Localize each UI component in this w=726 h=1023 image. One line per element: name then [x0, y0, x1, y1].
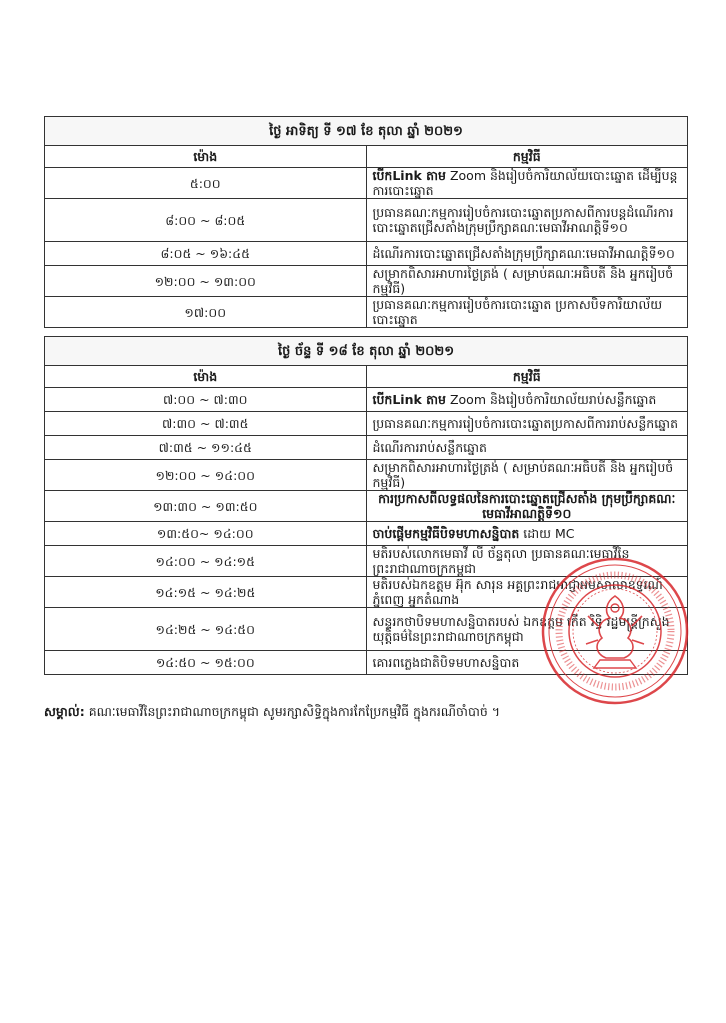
- day1-title: ថ្ងៃ អាទិត្យ ទី ១៧ ខែ តុលា ឆ្នាំ ២០២១: [45, 117, 688, 146]
- row-time: ១៤:១៥ ~ ១៤:២៥: [45, 577, 367, 608]
- row-program: សម្រាកពិសារអាហារថ្ងៃត្រង់ ( សម្រាប់គណៈអធិបតី និង អ្នករៀបចំកម្មវិធី): [366, 266, 688, 297]
- row-time: ៧:៣០ ~ ៧:៣៥: [45, 412, 367, 436]
- row-time: ១២:០០ ~ ១៤:០០: [45, 460, 367, 491]
- row-program-bold: បើកLink តាម: [372, 168, 446, 183]
- row-program: គោរពភ្លេងជាតិបិទមហាសន្និបាត: [366, 651, 688, 675]
- table-row: [45, 388, 688, 412]
- footnote-text: គណៈមេធាវីនៃព្រះរាជាណាចក្រកម្ពុជា សូមរក្សាសិទ្ធិក្នុងការកែប្រែកម្មវិធី ក្នុងករណីចាំបាច់ ។: [84, 704, 500, 719]
- row-time: ៨:០០ ~ ៨:០៥: [45, 199, 367, 242]
- row-program: ប្រធានគណៈកម្មការរៀបចំការបោះឆ្នោតប្រកាសពីការបន្តដំណើរការបោះឆ្នោតជ្រើសតាំងក្រុមប្រឹក្សាគណៈមេធាវីអាណត្តិទី១០: [366, 199, 688, 242]
- row-program-text: Zoom និងរៀបចំការិយាល័យរាប់សន្លឹកឆ្នោត: [446, 392, 657, 407]
- row-program: [366, 388, 688, 412]
- table-row: [45, 199, 688, 242]
- day2-title: ថ្ងៃ ច័ន្ទ ទី ១៨ ខែ តុលា ឆ្នាំ ២០២១: [45, 337, 688, 366]
- row-program: ដំណើរការបោះឆ្នោតជ្រើសតាំងក្រុមប្រឹក្សាគណៈមេធាវីអាណត្តិទី១០: [366, 242, 688, 266]
- table-row: [45, 436, 688, 460]
- day1-schedule-table: [44, 116, 688, 328]
- row-time: ១៧:០០: [45, 297, 367, 328]
- table-row: [45, 412, 688, 436]
- table-row: [45, 522, 688, 546]
- day2-col-program: កម្មវិធី: [366, 366, 688, 388]
- row-program: សន្ទរកថាបិទមហាសន្និបាតរបស់ ឯកឧត្តម កើត រិទ្ធិ រដ្ឋមន្ត្រីក្រសួងយុត្តិធម៌នៃព្រះរាជាណាចក្រកម្ពុជា: [366, 608, 688, 651]
- day1-col-time: ម៉ោង: [45, 146, 367, 168]
- day2-col-time: ម៉ោង: [45, 366, 367, 388]
- row-program: [366, 522, 688, 546]
- table-row: [45, 168, 688, 199]
- footnote-label: សម្គាល់:: [44, 704, 85, 719]
- row-program-text: Zoom និងរៀបចំការិយាល័យបោះឆ្នោត ដើម្បីបន្តការបោះឆ្នោត: [372, 168, 678, 198]
- row-program: [366, 168, 688, 199]
- table-row: [45, 491, 688, 522]
- row-time: ១៤:៥០ ~ ១៥:០០: [45, 651, 367, 675]
- footnote: [44, 704, 684, 723]
- row-time: ៥:០០: [45, 168, 367, 199]
- row-time: ១២:០០ ~ ១៣:០០: [45, 266, 367, 297]
- table-row: [45, 297, 688, 328]
- table-row: [45, 242, 688, 266]
- row-program-bold: ចាប់ផ្តើមកម្មវិធីបិទមហាសន្និបាត: [372, 526, 520, 541]
- row-program: [366, 491, 688, 522]
- row-program: សម្រាកពិសារអាហារថ្ងៃត្រង់ ( សម្រាប់គណៈអធិបតី និង អ្នករៀបចំកម្មវិធី): [366, 460, 688, 491]
- row-time: ១៤:២៥ ~ ១៤:៥០: [45, 608, 367, 651]
- row-time: ៧:៣៥ ~ ១១:៤៥: [45, 436, 367, 460]
- row-time: ៨:០៥ ~ ១៦:៤៥: [45, 242, 367, 266]
- table-row: [45, 460, 688, 491]
- row-program-text: ដោយ MC: [519, 526, 575, 541]
- row-program-bold: បើកLink តាម: [372, 392, 446, 407]
- official-seal-icon: [540, 556, 690, 706]
- table-row: [45, 266, 688, 297]
- row-time: ១៣:៥០~ ១៤:០០: [45, 522, 367, 546]
- row-time: ៧:០០ ~ ៧:៣០: [45, 388, 367, 412]
- day1-col-program: កម្មវិធី: [366, 146, 688, 168]
- row-program: ដំណើរការរាប់សន្លឹកឆ្នោត: [366, 436, 688, 460]
- row-time: ១៤:០០ ~ ១៤:១៥: [45, 546, 367, 577]
- row-program: មតិរបស់លោកមេធាវី លី ច័ន្ទតុលា ប្រធានគណៈមេធាវីនៃព្រះរាជាណាចក្រកម្ពុជា: [366, 546, 688, 577]
- row-program-bold: ការប្រកាសពីលទ្ធផលនៃការបោះឆ្នោតជ្រើសតាំង ក្រុមប្រឹក្សាគណៈមេធាវីអាណត្តិទី១០: [378, 491, 676, 521]
- row-time: ១៣:៣០ ~ ១៣:៥០: [45, 491, 367, 522]
- row-program: ប្រធានគណៈកម្មការរៀបចំការបោះឆ្នោត ប្រកាសបិទការិយាល័យបោះឆ្នោត: [366, 297, 688, 328]
- row-program: មតិរបស់ឯកឧត្តម អ៊ុក សារុន អគ្គព្រះរាជអាជ្ញាអមសាលាឧទ្ធរណ៍ភ្នំពេញ អ្នកតំណាង: [366, 577, 688, 608]
- row-program: ប្រធានគណៈកម្មការរៀបចំការបោះឆ្នោតប្រកាសពីការរាប់សន្លឹកឆ្នោត: [366, 412, 688, 436]
